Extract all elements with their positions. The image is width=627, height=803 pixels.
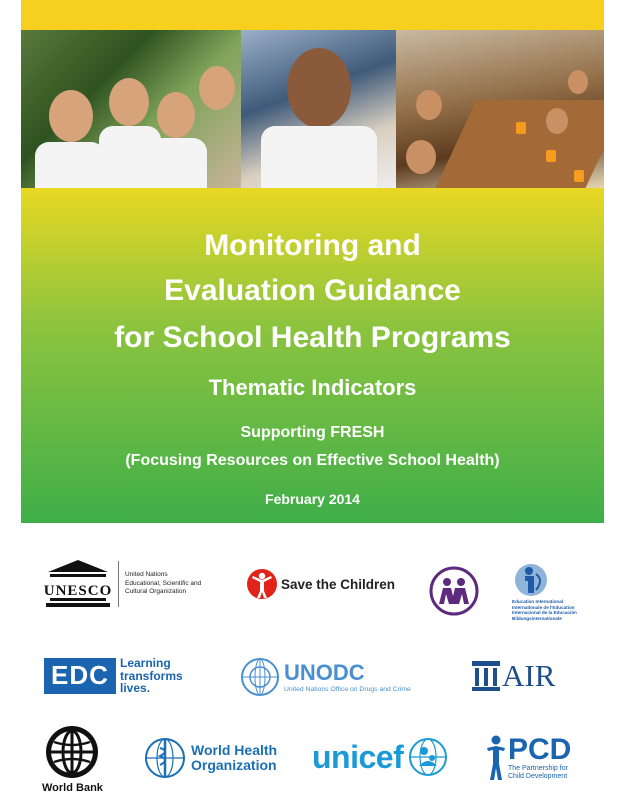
edc-logo [44,657,183,695]
ei-line-1: Education International [512,599,564,604]
save-the-children-logo [247,567,395,601]
edc-line-1: Learning [120,656,171,670]
ei-line-3: Internacional de la Educación [512,610,577,616]
save-the-children-icon [247,567,277,601]
unicef-logo [312,736,449,778]
unesco-temple-icon [44,558,112,610]
world-bank-logo [42,724,103,794]
who-emblem-icon [143,736,187,780]
edc-line-3: lives. [120,681,151,695]
unicef-emblem-icon [407,736,449,778]
ei-icon [512,562,550,598]
pcd-logo [485,734,571,782]
air-mark: AIR [502,658,556,693]
publication-date: February 2014 [265,491,360,507]
air-logo [472,660,555,692]
pcd-line-2: Child Development [508,773,568,780]
education-international-logo [512,562,577,621]
edc-line-2: transforms [120,668,183,683]
edc-mark: EDC [44,658,116,694]
partner-circle-logo [429,566,479,616]
world-bank-label: World Bank [42,782,103,794]
pcd-line-1: The Partnership for [508,765,568,772]
unesco-line-1: United Nations [125,571,168,579]
who-line-1: World Health [191,742,278,758]
supporting-line-1: Supporting FRESH [240,424,385,441]
supporting-line-2: (Focusing Resources on Effective School Health) [125,452,500,469]
title-line-3: for School Health Programs [114,321,511,354]
who-line-2: Organization [191,757,277,773]
pcd-mark: PCD [508,733,572,766]
globe-icon [44,724,100,780]
unodc-line-1: United Nations Office on Drugs and Crime [284,685,411,693]
unesco-logo [44,558,201,610]
unodc-logo [240,657,411,697]
photo-school-meal [396,30,604,188]
unesco-mark: UNESCO [44,583,112,599]
save-the-children-label: Save the Children [281,576,396,592]
unodc-mark: UNODC [284,659,365,685]
top-yellow-bar [21,0,604,30]
ei-line-2: Internationale de l'Education [512,604,575,610]
who-logo [143,736,277,780]
title-line-2: Evaluation Guidance [164,274,461,307]
ei-line-4: Bildungsinternationale [512,615,562,621]
unicef-label: unicef [312,739,404,775]
children-circle-icon [429,566,479,616]
un-emblem-icon [240,657,280,697]
air-pillar-icon [472,661,500,691]
cover-photo-strip [21,30,604,188]
photo-girls-smiling [21,30,241,188]
title-line-1: Monitoring and [204,229,421,262]
child-figure-icon [485,734,507,782]
unesco-line-3: Cultural Organization [125,588,187,596]
subtitle: Thematic Indicators [208,375,417,400]
unesco-line-2: Educational, Scientific and [125,579,202,587]
photo-girl-portrait [241,30,396,188]
